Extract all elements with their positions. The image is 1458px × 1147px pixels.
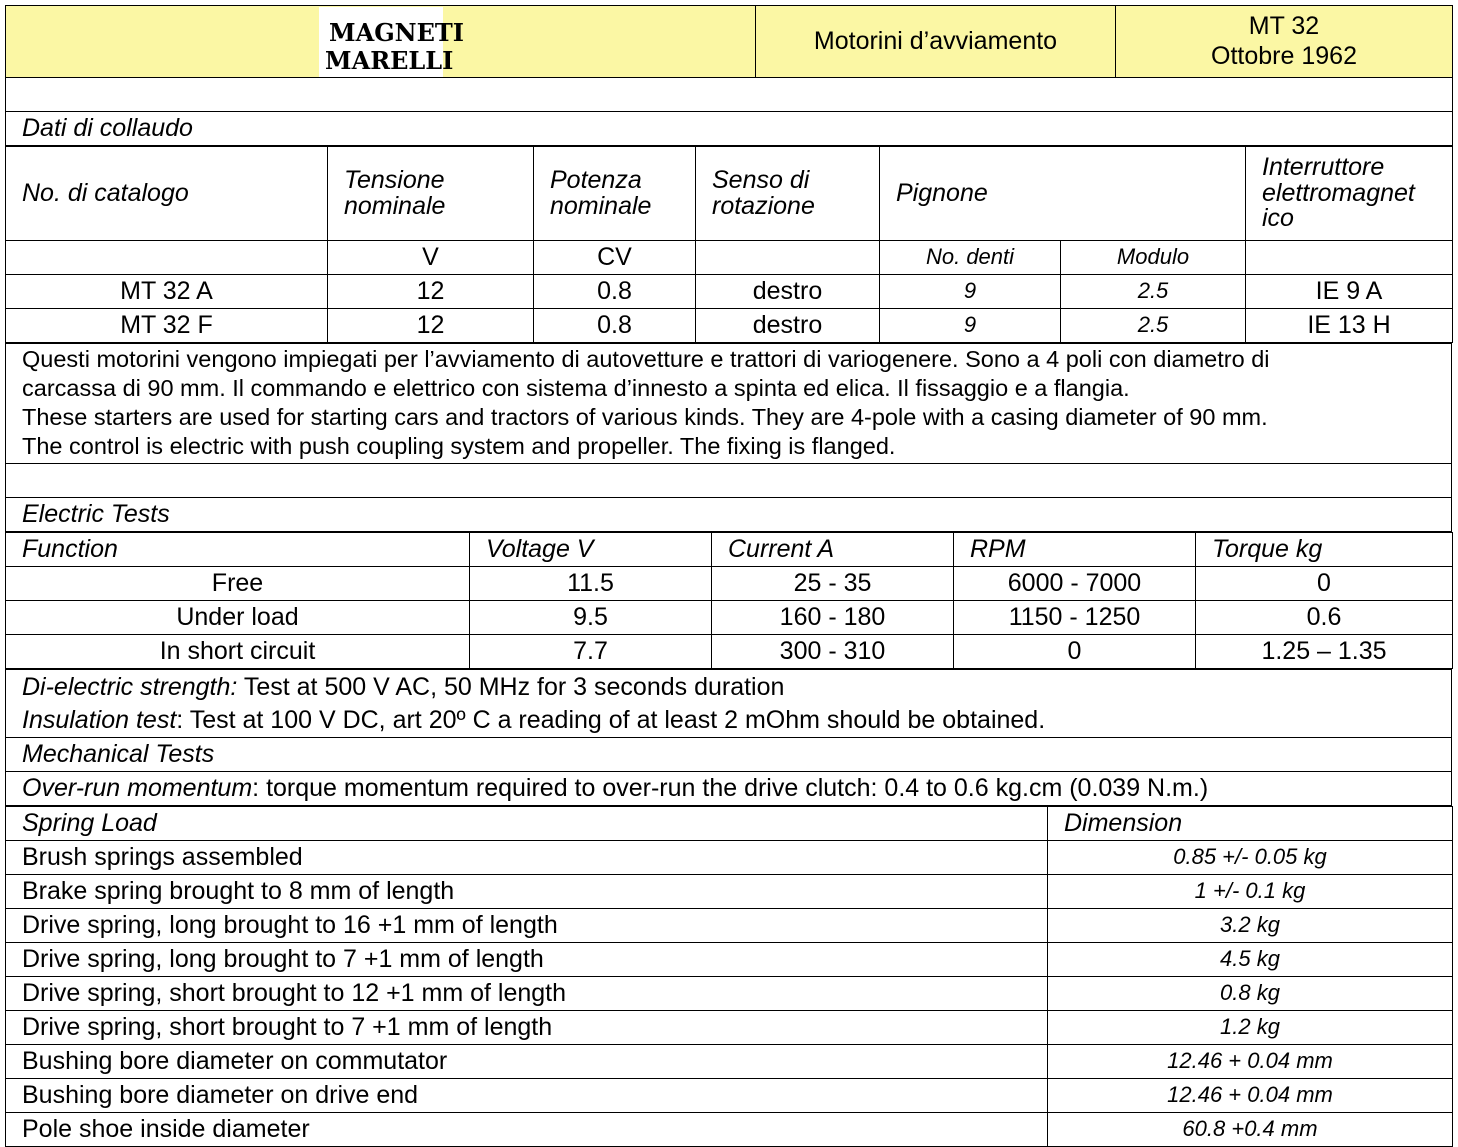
cell-voltage: 7.7 (470, 635, 712, 669)
table-row (6, 635, 1453, 669)
cell-dimension: 4.5 kg (1048, 943, 1453, 977)
table-row (6, 1045, 1453, 1079)
col-header-torque: Torque kg (1196, 533, 1453, 567)
dielectric-line (22, 671, 1435, 704)
cell-interruttore: IE 9 A (1246, 275, 1453, 309)
cell-spring-item: Drive spring, long brought to 16 +1 mm of length (6, 909, 1048, 943)
insulation-text: : Test at 100 V DC, art 20º C a reading of at least 2 mOhm should be obtained. (176, 705, 1046, 734)
col-header-tensione: Tensione nominale (328, 147, 534, 241)
model-date-cell (1116, 6, 1453, 78)
table-row (6, 875, 1453, 909)
cell-spring-item: Drive spring, short brought to 7 +1 mm of length (6, 1011, 1048, 1045)
cell-torque: 1.25 – 1.35 (1196, 635, 1453, 669)
unit-empty (696, 241, 880, 275)
table-row (6, 1113, 1453, 1147)
col-header-voltage: Voltage V (470, 533, 712, 567)
cell-catalogo: MT 32 F (6, 309, 328, 343)
cell-voltage: 9.5 (470, 601, 712, 635)
section-title-collaudo: Dati di collaudo (6, 112, 1453, 146)
table-row (6, 841, 1453, 875)
cell-denti: 9 (880, 309, 1061, 343)
table-row (6, 1011, 1453, 1045)
header-table (5, 5, 1453, 146)
unit-empty (6, 241, 328, 275)
spacer-row (6, 78, 1453, 112)
cell-function: Under load (6, 601, 470, 635)
cell-spring-item: Drive spring, long brought to 7 +1 mm of length (6, 943, 1048, 977)
col-header-spring-load: Spring Load (6, 807, 1048, 841)
cell-dimension: 12.46 + 0.04 mm (1048, 1045, 1453, 1079)
cell-dimension: 3.2 kg (1048, 909, 1453, 943)
col-header-function: Function (6, 533, 470, 567)
spacer-row (6, 464, 1452, 498)
description-it-line2: carcassa di 90 mm. Il commando e elettrico con sistema d’innesto a spinta ed elica. Il fissaggio e a flangia. (22, 375, 1130, 402)
cell-torque: 0.6 (1196, 601, 1453, 635)
table-row (6, 977, 1453, 1011)
cell-tensione: 12 (328, 275, 534, 309)
cell-dimension: 1.2 kg (1048, 1011, 1453, 1045)
table-row (6, 275, 1453, 309)
spec-sheet (5, 5, 1452, 1147)
cell-rpm: 1150 - 1250 (954, 601, 1196, 635)
cell-spring-item: Pole shoe inside diameter (6, 1113, 1048, 1147)
cell-rpm: 6000 - 7000 (954, 567, 1196, 601)
cell-function: In short circuit (6, 635, 470, 669)
cell-senso: destro (696, 309, 880, 343)
cell-dimension: 1 +/- 0.1 kg (1048, 875, 1453, 909)
notes-table (5, 669, 1452, 806)
collaudo-table (5, 146, 1453, 343)
dielectric-text: Test at 500 V AC, 50 MHz for 3 seconds duration (237, 673, 785, 701)
cell-modulo: 2.5 (1061, 309, 1246, 343)
logo-cell (6, 6, 756, 78)
description-en-line2: The control is electric with push coupling system and propeller. The fixing is flanged. (22, 432, 896, 459)
cell-function: Free (6, 567, 470, 601)
cell-current: 160 - 180 (712, 601, 954, 635)
insulation-label: Insulation test (22, 705, 177, 734)
overrun-line (6, 772, 1452, 806)
cell-senso: destro (696, 275, 880, 309)
logo-text-line2: MARELLI (324, 45, 453, 75)
cell-tensione: 12 (328, 309, 534, 343)
cell-rpm: 0 (954, 635, 1196, 669)
overrun-text: : torque momentum required to over-run the drive clutch: 0.4 to 0.6 kg.cm (0.039 N.m.) (252, 773, 1209, 802)
logo-text-line1: MAGNETI (328, 17, 464, 47)
col-header-potenza: Potenza nominale (534, 147, 696, 241)
col-header-dimension: Dimension (1048, 807, 1453, 841)
col-header-current: Current A (712, 533, 954, 567)
col-header-rpm: RPM (954, 533, 1196, 567)
section-title-mechanical: Mechanical Tests (6, 738, 1452, 772)
col-header-interruttore: Interruttore elettromagnet ico (1246, 147, 1453, 241)
insulation-line (22, 704, 1435, 737)
description-en-line1: These starters are used for starting cars and tractors of various kinds. They are 4-pole with a casing diameter of 90 mm. (22, 404, 1268, 430)
cell-spring-item: Bushing bore diameter on drive end (6, 1079, 1048, 1113)
spring-load-table (5, 806, 1453, 1147)
document-date: Ottobre 1962 (1211, 41, 1357, 70)
cell-torque: 0 (1196, 567, 1453, 601)
col-header-senso: Senso di rotazione (696, 147, 880, 241)
sub-header-modulo: Modulo (1061, 241, 1246, 275)
description-table (5, 343, 1452, 532)
dielectric-label: Di-electric strength: (22, 673, 238, 701)
table-row (6, 1079, 1453, 1113)
cell-dimension: 0.85 +/- 0.05 kg (1048, 841, 1453, 875)
cell-spring-item: Brake spring brought to 8 mm of length (6, 875, 1048, 909)
overrun-label: Over-run momentum (22, 773, 253, 802)
description-cell (6, 344, 1452, 464)
dielectric-insulation-cell (6, 670, 1452, 738)
table-row (6, 567, 1453, 601)
cell-spring-item: Bushing bore diameter on commutator (6, 1045, 1048, 1079)
cell-catalogo: MT 32 A (6, 275, 328, 309)
cell-spring-item: Drive spring, short brought to 12 +1 mm of length (6, 977, 1048, 1011)
description-it-line1: Questi motorini vengono impiegati per l’avviamento di autovetture e trattori di variogenere. Sono a 4 poli con diametro di (22, 346, 1270, 373)
cell-denti: 9 (880, 275, 1061, 309)
unit-empty (1246, 241, 1453, 275)
col-header-pignone: Pignone (880, 147, 1246, 241)
sub-header-denti: No. denti (880, 241, 1061, 275)
table-row (6, 909, 1453, 943)
electric-tests-table (5, 532, 1453, 669)
table-row (6, 309, 1453, 343)
cell-current: 25 - 35 (712, 567, 954, 601)
cell-current: 300 - 310 (712, 635, 954, 669)
col-header-catalogo: No. di catalogo (6, 147, 328, 241)
magneti-marelli-logo (319, 7, 464, 77)
table-row (6, 943, 1453, 977)
cell-potenza: 0.8 (534, 275, 696, 309)
cell-dimension: 12.46 + 0.04 mm (1048, 1079, 1453, 1113)
cell-interruttore: IE 13 H (1246, 309, 1453, 343)
cell-potenza: 0.8 (534, 309, 696, 343)
section-title-electric: Electric Tests (6, 498, 1452, 532)
cell-modulo: 2.5 (1061, 275, 1246, 309)
cell-dimension: 0.8 kg (1048, 977, 1453, 1011)
cell-spring-item: Brush springs assembled (6, 841, 1048, 875)
unit-potenza: CV (534, 241, 696, 275)
model-name: MT 32 (1248, 12, 1320, 40)
document-title: Motorini d’avviamento (756, 6, 1116, 78)
cell-voltage: 11.5 (470, 567, 712, 601)
cell-dimension: 60.8 +0.4 mm (1048, 1113, 1453, 1147)
table-row (6, 601, 1453, 635)
unit-tensione: V (328, 241, 534, 275)
